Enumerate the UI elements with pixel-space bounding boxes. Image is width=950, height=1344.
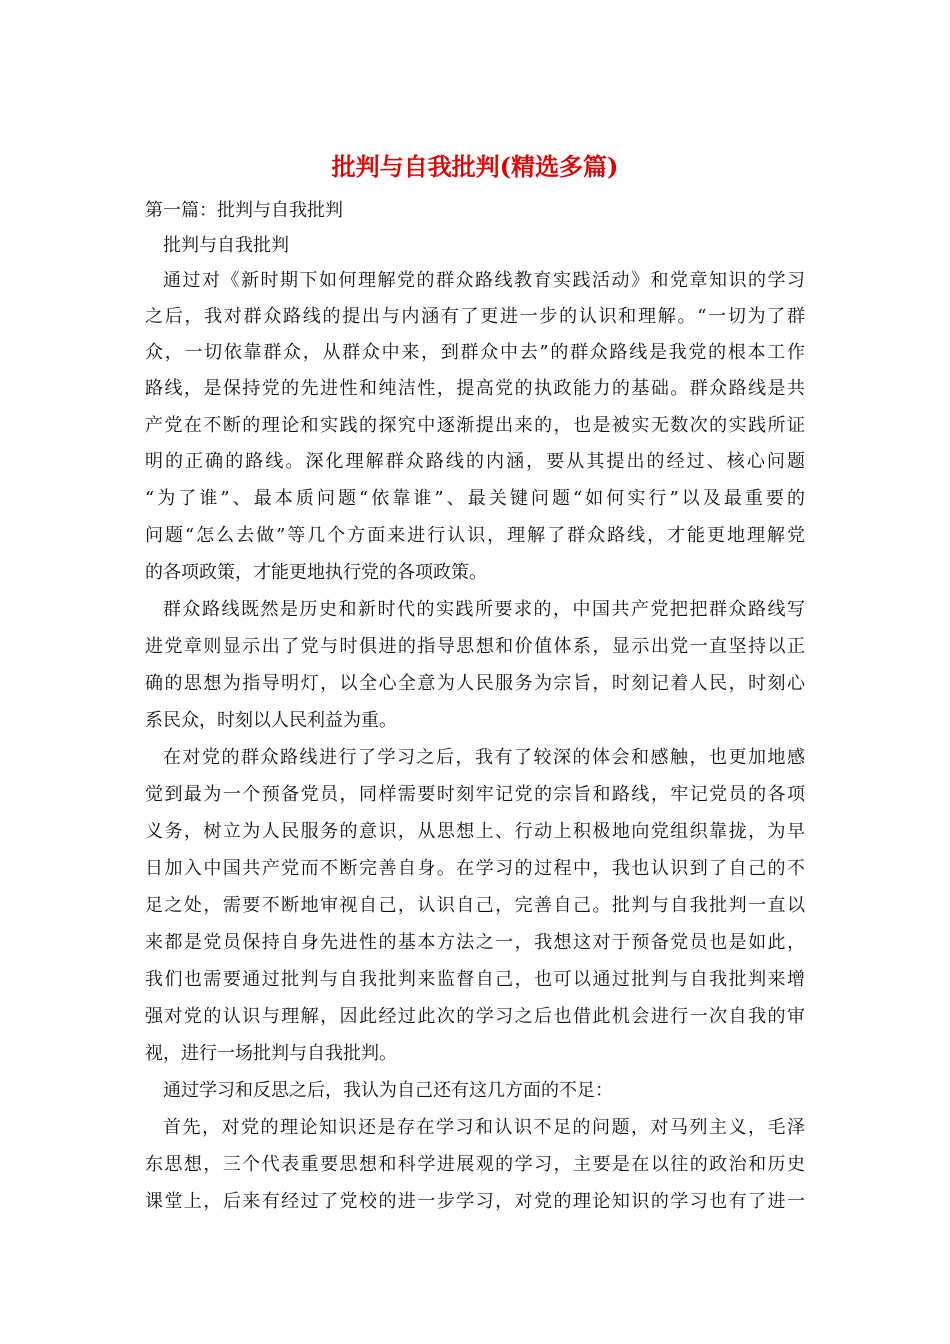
body-line: 群众路线既然是历史和新时代的实践所要求的，中国共产党把把群众路线写	[163, 599, 805, 620]
body-line: 足之处，需要不断地审视自己，认识自己，完善自己。批判与自我批判一直以	[145, 895, 805, 916]
body-line: 明的正确的路线。深化理解群众路线的内涵，要从其提出的经过、核心问题	[145, 451, 805, 472]
body-line: 的各项政策，才能更地执行党的各项政策。	[145, 562, 487, 583]
body-line: 东思想，三个代表重要思想和科学进展观的学习，主要是在以往的政治和历史	[145, 1154, 805, 1175]
body-line: 众，一切依靠群众，从群众中来，到群众中去”的群众路线是我党的根本工作	[145, 342, 805, 363]
body-line: 系民众，时刻以人民利益为重。	[145, 710, 397, 731]
body-line: 之后，我对群众路线的提出与内涵有了更进一步的认识和理解。“一切为了群	[145, 306, 805, 327]
body-line: 义务，树立为人民服务的意识，从思想上、行动上积极地向党组织靠拢，为早	[145, 821, 805, 842]
body-line: 通过对《新时期下如何理解党的群众路线教育实践活动》和党章知识的学习	[163, 270, 805, 291]
body-line: 首先，对党的理论知识还是存在学习和认识不足的问题，对马列主义，毛泽	[163, 1117, 805, 1138]
body-line: 觉到最为一个预备党员，同样需要时刻牢记党的宗旨和路线，牢记党员的各项	[145, 784, 805, 805]
body-line: 强对党的认识与理解，因此经过此次的学习之后也借此机会进行一次自我的审	[145, 1006, 805, 1027]
body-line: 日加入中国共产党而不断完善自身。在学习的过程中，我也认识到了自己的不	[145, 858, 805, 879]
subheading: 批判与自我批判	[163, 235, 289, 256]
body-line: 路线，是保持党的先进性和纯洁性，提高党的执政能力的基础。群众路线是共	[145, 378, 805, 399]
body-line: “为了谁”、最本质问题“依靠谁”、最关键问题“如何实行”以及最重要的	[145, 488, 805, 509]
body-line: 通过学习和反思之后，我认为自己还有这几方面的不足：	[163, 1080, 613, 1101]
section-heading: 第一篇：批判与自我批判	[145, 200, 343, 221]
document-title: 批判与自我批判(精选多篇)	[331, 152, 619, 181]
body-line: 我们也需要通过批判与自我批判来监督自己，也可以通过批判与自我批判来增	[145, 969, 805, 990]
body-line: 视，进行一场批判与自我批判。	[145, 1043, 397, 1064]
body-line: 在对党的群众路线进行了学习之后，我有了较深的体会和感触，也更加地感	[163, 747, 805, 768]
body-line: 课堂上，后来有经过了党校的进一步学习，对党的理论知识的学习也有了进一	[145, 1191, 805, 1212]
body-line: 进党章则显示出了党与时俱进的指导思想和价值体系，显示出党一直坚持以正	[145, 636, 805, 657]
body-line: 问题“怎么去做”等几个方面来进行认识，理解了群众路线，才能更地理解党	[145, 525, 805, 546]
body-line: 来都是党员保持自身先进性的基本方法之一，我想这对于预备党员也是如此，	[145, 932, 805, 953]
body-line: 确的思想为指导明灯，以全心全意为人民服务为宗旨，时刻记着人民，时刻心	[145, 673, 805, 694]
body-line: 产党在不断的理论和实践的探究中逐渐提出来的，也是被实无数次的实践所证	[145, 415, 805, 436]
